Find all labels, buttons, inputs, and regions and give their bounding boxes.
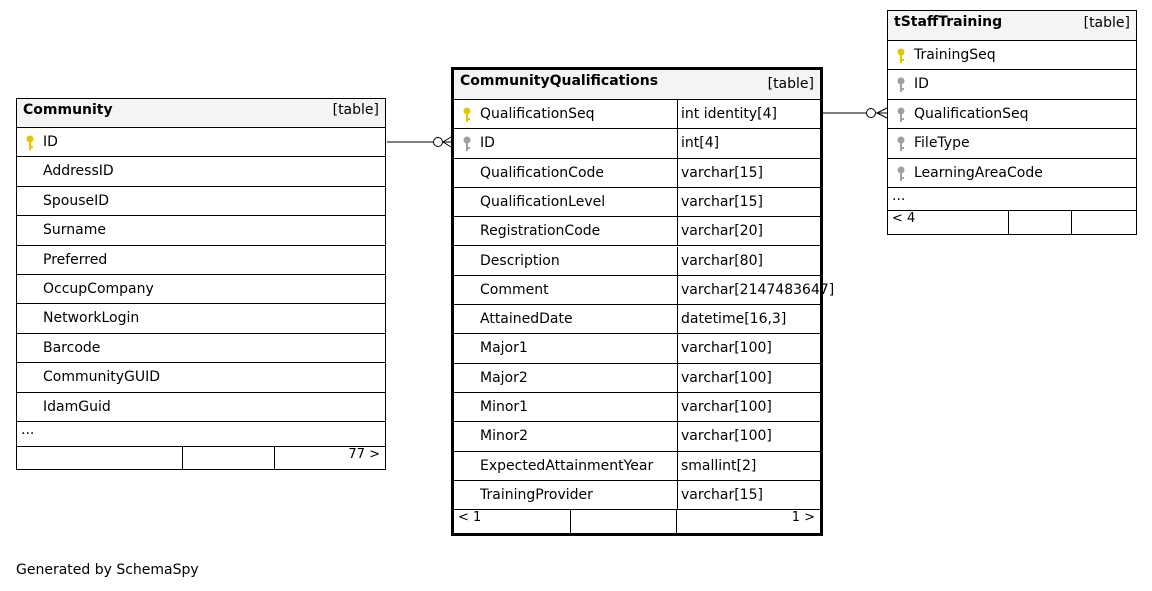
column-type: varchar[20]	[677, 217, 763, 245]
column-type: datetime[16,3]	[677, 305, 786, 333]
column-name: Minor2	[480, 428, 529, 445]
column-name: Barcode	[43, 339, 101, 356]
column-name: CommunityGUID	[43, 369, 161, 386]
column-name: ID	[43, 134, 58, 150]
column-name: RegistrationCode	[480, 223, 601, 240]
footer-right-text: 1 >	[791, 510, 815, 525]
column-name: TrainingSeq	[914, 47, 996, 63]
more-indicator: ...	[892, 188, 906, 204]
column-type: varchar[100]	[677, 393, 772, 421]
column-type: varchar[15]	[677, 159, 763, 187]
column-name: NetworkLogin	[43, 310, 140, 327]
column-name: ID	[480, 135, 495, 152]
column-type: varchar[15]	[677, 188, 763, 216]
column-name: ExpectedAttainmentYear	[480, 457, 654, 474]
relationship-community-to-qualifications	[387, 137, 451, 147]
column-type: varchar[100]	[677, 422, 772, 450]
column-type: int identity[4]	[677, 100, 777, 128]
column-name: IdamGuid	[43, 398, 111, 415]
column-type: varchar[15]	[677, 481, 763, 509]
column-name: ID	[914, 76, 929, 93]
table-kind: [table]	[1083, 15, 1130, 31]
column-name: OccupCompany	[43, 281, 154, 297]
column-name: Comment	[480, 281, 549, 298]
column-name: Major2	[480, 369, 528, 386]
column-name: Preferred	[43, 251, 108, 268]
column-type: int[4]	[677, 129, 719, 157]
footer-right-text: 77 >	[348, 447, 380, 462]
table-name: tStaffTraining	[894, 14, 1003, 30]
relationship-qualifications-to-stafftraining	[823, 108, 887, 118]
column-type: varchar[80]	[677, 247, 763, 275]
column-type: varchar[100]	[677, 364, 772, 392]
footer-left-text: < 4	[892, 211, 916, 226]
column-name: AttainedDate	[480, 311, 573, 328]
table-name: Community	[23, 102, 113, 118]
table-name: CommunityQualifications	[460, 73, 659, 89]
column-name: TrainingProvider	[480, 486, 593, 503]
column-type: varchar[100]	[677, 334, 772, 362]
more-indicator: ...	[21, 422, 35, 438]
column-name: Surname	[43, 222, 106, 239]
generated-by-text: Generated by SchemaSpy	[16, 562, 199, 578]
column-name: QualificationLevel	[480, 193, 606, 210]
footer-left-text: < 1	[458, 510, 482, 525]
table-kind: [table]	[332, 102, 379, 118]
column-name: AddressID	[43, 163, 114, 180]
column-name: LearningAreaCode	[914, 164, 1043, 181]
column-name: SpouseID	[43, 192, 110, 209]
column-name: QualificationCode	[480, 164, 605, 181]
column-name: Major1	[480, 340, 528, 357]
column-name: Description	[480, 252, 560, 269]
column-name: QualificationSeq	[914, 105, 1029, 122]
column-type: varchar[2147483647]	[677, 276, 834, 304]
column-type: smallint[2]	[677, 452, 756, 480]
table-kind: [table]	[767, 76, 814, 92]
column-name: QualificationSeq	[480, 106, 595, 122]
column-name: FileType	[914, 135, 970, 152]
column-name: Minor1	[480, 399, 529, 415]
